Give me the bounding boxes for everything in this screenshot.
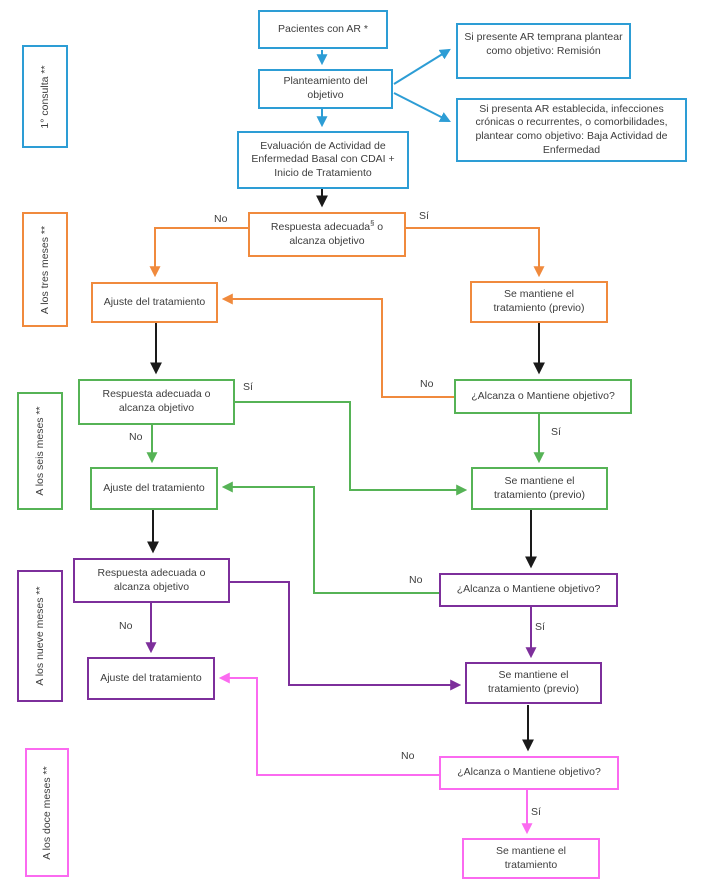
node-label: Se mantiene el tratamiento: [495, 844, 567, 871]
node-objetivo-baja-actividad: [456, 98, 687, 162]
edge-respuesta3-si-mantiene3: [406, 228, 539, 275]
node-mantiene-12m: [462, 838, 600, 879]
node-ajuste-6m: [90, 467, 218, 510]
node-ajuste-9m: [87, 657, 215, 700]
stage-label-text: A los doce meses **: [41, 765, 53, 860]
edge-label-si: Sí: [551, 426, 561, 438]
edge-label-no: No: [129, 431, 143, 443]
stage-label-text: A los seis meses **: [34, 406, 46, 496]
node-label: Se mantiene el tratamiento (previo): [487, 669, 580, 695]
node-alcanza-6m: [454, 379, 632, 414]
node-mantiene-3m: [470, 281, 608, 323]
node-label: Si presenta AR establecida, infecciones crónicas o recurrentes, o comorbilidades, plantear como objetivo: Baja Actividad de Enfermedad: [475, 102, 668, 156]
node-label: Se mantiene el tratamiento (previo): [493, 288, 585, 314]
edge-label-si: Sí: [531, 806, 541, 818]
node-label: Planteamiento del objetivo: [283, 75, 368, 101]
stage-label-tres-meses: [22, 212, 68, 327]
edge-label-no: No: [119, 620, 133, 632]
stage-label-seis-meses: [17, 392, 63, 510]
stage-label-nueve-meses: [17, 570, 63, 702]
node-mantiene-6m: [471, 467, 608, 510]
node-label: ¿Alcanza o Mantiene objetivo?: [456, 583, 601, 596]
node-label: Respuesta adecuada o alcanza objetivo: [97, 566, 206, 593]
edge-label-si: Sí: [243, 381, 253, 393]
edge-label-si: Sí: [535, 621, 545, 633]
node-label: ¿Alcanza o Mantiene objetivo?: [471, 389, 615, 402]
edge-label-no: No: [401, 750, 415, 762]
edge-respuesta6-si-mantiene6: [235, 402, 465, 490]
node-respuesta-9m: [73, 558, 230, 603]
node-evaluacion-basal: [237, 131, 409, 189]
node-label: Ajuste del tratamiento: [103, 481, 205, 494]
edge-respuesta9-si-mantiene9: [230, 582, 459, 685]
node-label: Si presente AR temprana plantear como objetivo: Remisión: [464, 31, 623, 57]
node-respuesta-3m: [248, 212, 406, 257]
node-alcanza-12m: [439, 756, 619, 790]
footnote-marker: §: [370, 218, 375, 228]
edge-label-no: No: [420, 378, 434, 390]
node-label: Se mantiene el tratamiento (previo): [493, 474, 586, 501]
node-alcanza-9m: [439, 573, 618, 607]
edge-respuesta3-no-ajuste3: [155, 228, 248, 275]
node-label: ¿Alcanza o Mantiene objetivo?: [457, 766, 601, 779]
stage-label-primera-consulta: [22, 45, 68, 148]
node-label: Pacientes con AR *: [278, 22, 368, 35]
edge-label-no: No: [409, 574, 423, 586]
edge-label-no: No: [214, 213, 228, 225]
node-label: Ajuste del tratamiento: [103, 295, 206, 308]
stage-label-doce-meses: [25, 748, 69, 877]
edge-label-si: Sí: [419, 210, 429, 222]
node-label: Respuesta adecuada§ o alcanza objetivo: [270, 218, 384, 247]
node-objetivo-remision: [456, 23, 631, 79]
node-pacientes-con-ar: [258, 10, 388, 49]
node-label: Evaluación de Actividad de Enfermedad Basal con CDAI + Inicio de Tratamiento: [251, 139, 395, 179]
stage-label-text: A los nueve meses **: [34, 586, 46, 686]
edge-planteamiento-remision: [394, 50, 449, 84]
node-ajuste-3m: [91, 282, 218, 323]
node-mantiene-9m: [465, 662, 602, 704]
edge-planteamiento-baja-actividad: [394, 93, 449, 121]
stage-label-text: 1° consulta **: [39, 64, 51, 129]
node-label: Respuesta adecuada o alcanza objetivo: [102, 388, 211, 414]
node-label: Ajuste del tratamiento: [100, 671, 202, 684]
stage-label-text: A los tres meses **: [39, 225, 51, 314]
node-respuesta-6m: [78, 379, 235, 425]
node-planteamiento-objetivo: [258, 69, 393, 109]
edge-alcanza9-no-ajuste6: [224, 487, 439, 593]
